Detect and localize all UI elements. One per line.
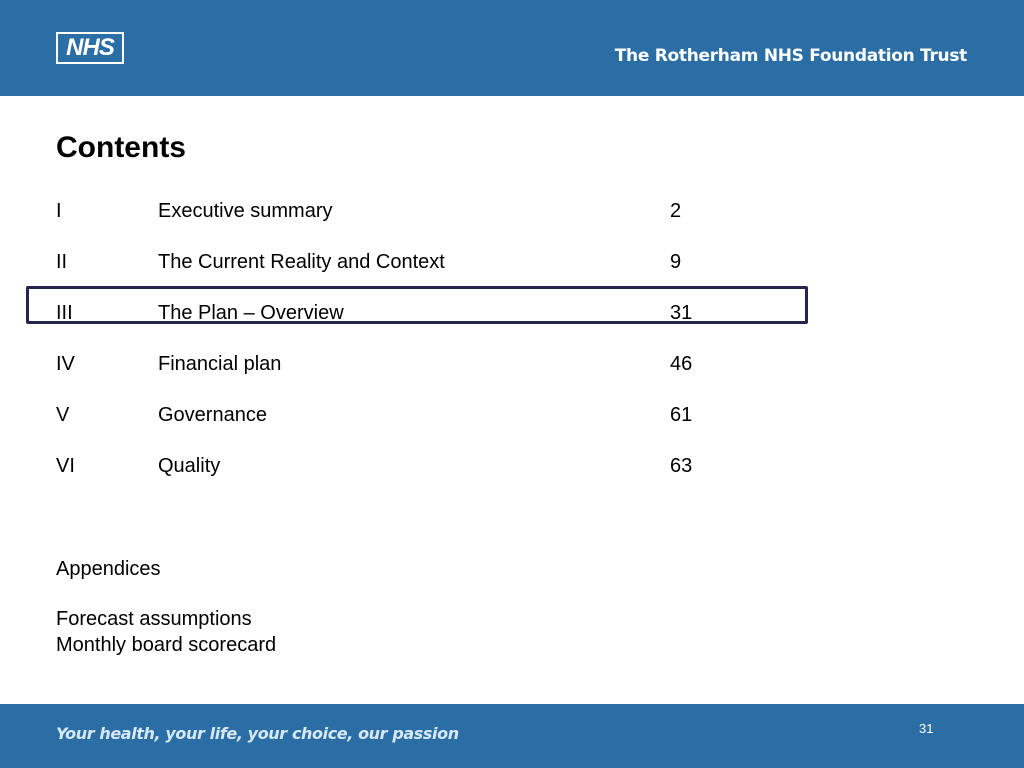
toc-section-number: VI bbox=[56, 455, 75, 477]
toc-section-number: I bbox=[56, 200, 62, 222]
toc-row bbox=[56, 451, 816, 502]
toc-page-number: 46 bbox=[670, 353, 693, 375]
trust-name: The Rotherham NHS Foundation Trust bbox=[614, 46, 967, 66]
toc-section-title: Financial plan bbox=[158, 353, 282, 375]
appendix-item: Monthly board scorecard bbox=[56, 634, 277, 656]
header-bar bbox=[0, 0, 1024, 96]
slide-page-number: 31 bbox=[919, 721, 934, 736]
toc-page-number: 2 bbox=[670, 200, 682, 222]
toc-section-title: Quality bbox=[158, 455, 221, 477]
appendix-list bbox=[56, 606, 276, 658]
toc-section-number: V bbox=[56, 404, 70, 426]
toc-section-title: Governance bbox=[158, 404, 267, 426]
toc-page-number: 61 bbox=[670, 404, 693, 426]
toc-page-number: 31 bbox=[670, 302, 693, 324]
toc-row bbox=[56, 196, 816, 247]
toc-section-number: IV bbox=[56, 353, 75, 375]
current-section-highlight bbox=[26, 286, 808, 324]
toc-section-number: III bbox=[56, 302, 73, 324]
toc-row bbox=[56, 400, 816, 451]
toc-section-title: Executive summary bbox=[158, 200, 333, 222]
toc-section-number: II bbox=[56, 251, 68, 273]
toc-page-number: 63 bbox=[670, 455, 693, 477]
footer-slogan: Your health, your life, your choice, our passion bbox=[56, 724, 459, 743]
toc-row bbox=[56, 349, 816, 400]
appendix-item: Forecast assumptions bbox=[56, 608, 252, 630]
nhs-logo bbox=[56, 32, 124, 64]
page-title: Contents bbox=[56, 131, 186, 164]
appendices-heading: Appendices bbox=[56, 558, 161, 580]
toc-page-number: 9 bbox=[670, 251, 682, 273]
toc-section-title: The Plan – Overview bbox=[158, 302, 344, 324]
nhs-logo-text: NHS bbox=[58, 34, 122, 62]
table-of-contents bbox=[56, 196, 816, 502]
toc-section-title: The Current Reality and Context bbox=[158, 251, 445, 273]
